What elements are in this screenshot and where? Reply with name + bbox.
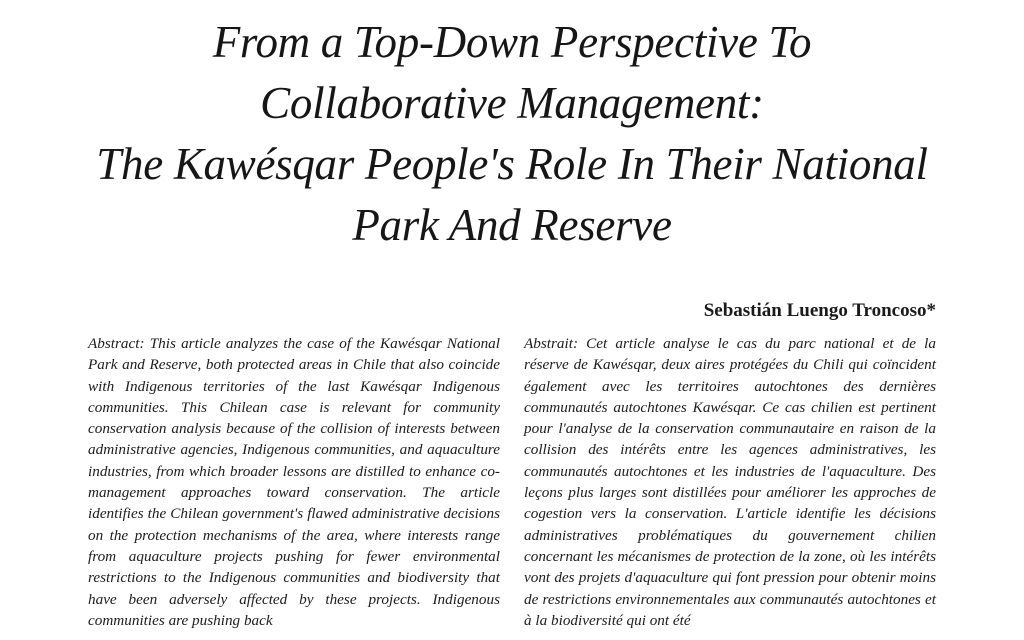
- title-line: From a Top-Down Perspective To: [212, 17, 812, 67]
- author-name: Sebastián Luengo Troncoso*: [703, 300, 936, 321]
- abstract-english: Abstract: This article analyzes the case of the Kawésqar National Park and Reserve, both protected areas in Chile that also coincide with Indigenous territories of the last Kawésqar Indigenous communities. This Chilean case is relevant for community conservation analysis because of the collision of interests between administrative agencies, Indigenous communities, and aquaculture industries, from which broader lessons are distilled to enhance co-management approaches toward conservation. The article identifies the Chilean government's flawed administrative decisions on the protection mechanisms of the area, where interests range from aquaculture projects pushing for fewer environmental restrictions to the Indigenous communities and biodiversity that have been adversely affected by these projects. Indigenous communities are pushing back: [88, 335, 500, 629]
- title-line: Collaborative Management:: [260, 78, 764, 128]
- title-line: Park And Reserve: [352, 200, 672, 250]
- abstract-french: Abstrait: Cet article analyse le cas du parc national et de la réserve de Kawésqar, deux aires protégées du Chili qui coïncident également avec les territoires autochtones des dernières communautés autochtones Kawésqar. Ce cas chilien est pertinent pour l'analyse de la conservation communautaire en raison de la collision des intérêts entre les agences administratives, les communautés autochtones et les industries de l'aquaculture. Des leçons plus larges sont distillées pour améliorer les approches de cogestion vers la conservation. L'article identifie les décisions administratives problématiques du gouvernement chilien concernant les mécanismes de protection de la zone, où les intérêts vont des projets d'aquaculture qui font pression pour obtenir moins de restrictions environnementales aux communautés autochtones et à la biodiversité qui ont été: [524, 335, 936, 629]
- title-line: The Kawésqar People's Role In Their National: [96, 139, 928, 189]
- paper-title: [40, 12, 984, 256]
